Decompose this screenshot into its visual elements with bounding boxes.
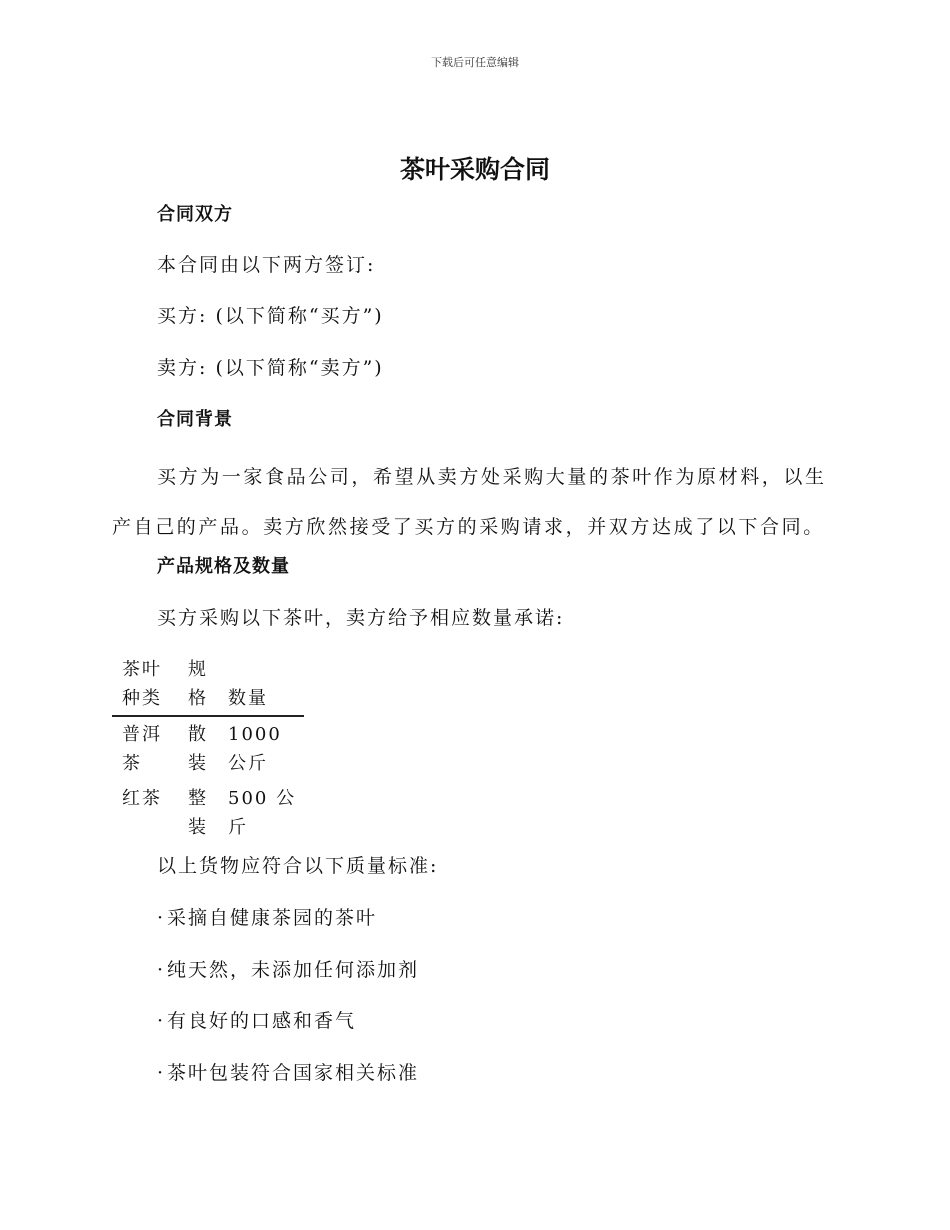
spec-intro: 买方采购以下茶叶，卖方给予相应数量承诺: xyxy=(157,607,565,629)
background-paragraph: 买方为一家食品公司，希望从卖方处采购大量的茶叶作为原材料，以生产自己的产品。卖方欣然接受了买方的采购请求，并双方达成了以下合同。 xyxy=(112,466,827,538)
section-heading-parties: 合同双方 xyxy=(157,204,233,225)
seller-line: 卖方: (以下简称“卖方”) xyxy=(157,357,384,379)
header-spec: 规 格 xyxy=(188,659,208,709)
cell-tea-type: 普洱 茶 xyxy=(122,724,162,774)
bullet-dot-icon: · xyxy=(157,1062,166,1084)
buyer-line: 买方: (以下简称“买方”) xyxy=(157,305,384,327)
section-heading-background: 合同背景 xyxy=(157,409,233,430)
parties-intro: 本合同由以下两方签订: xyxy=(157,254,376,276)
cell-spec: 散 装 xyxy=(188,724,208,774)
table-header-row xyxy=(112,655,304,716)
product-spec-table xyxy=(112,655,304,845)
list-item: · 纯天然，未添加任何添加剂 xyxy=(157,959,420,981)
quality-intro: 以上货物应符合以下质量标准: xyxy=(157,855,439,877)
cell-quantity: 500 公 斤 xyxy=(228,788,297,838)
table-row xyxy=(112,781,304,845)
cell-spec: 整 装 xyxy=(188,788,208,838)
bullet-dot-icon: · xyxy=(157,1010,166,1032)
list-item: · 采摘自健康茶园的茶叶 xyxy=(157,907,378,929)
page-header-note: 下载后可任意编辑 xyxy=(431,56,519,69)
list-item: · 茶叶包装符合国家相关标准 xyxy=(157,1062,420,1084)
bullet-dot-icon: · xyxy=(157,907,166,929)
bullet-dot-icon: · xyxy=(157,959,166,981)
header-tea-type: 茶叶 种类 xyxy=(122,659,162,709)
section-heading-spec: 产品规格及数量 xyxy=(157,556,290,577)
list-item: · 有良好的口感和香气 xyxy=(157,1010,357,1032)
document-title: 茶叶采购合同 xyxy=(399,155,550,184)
cell-tea-type: 红茶 xyxy=(122,788,162,809)
header-quantity: 数量 xyxy=(228,688,268,709)
table-row xyxy=(112,716,304,781)
cell-quantity: 1000 公斤 xyxy=(228,724,282,774)
